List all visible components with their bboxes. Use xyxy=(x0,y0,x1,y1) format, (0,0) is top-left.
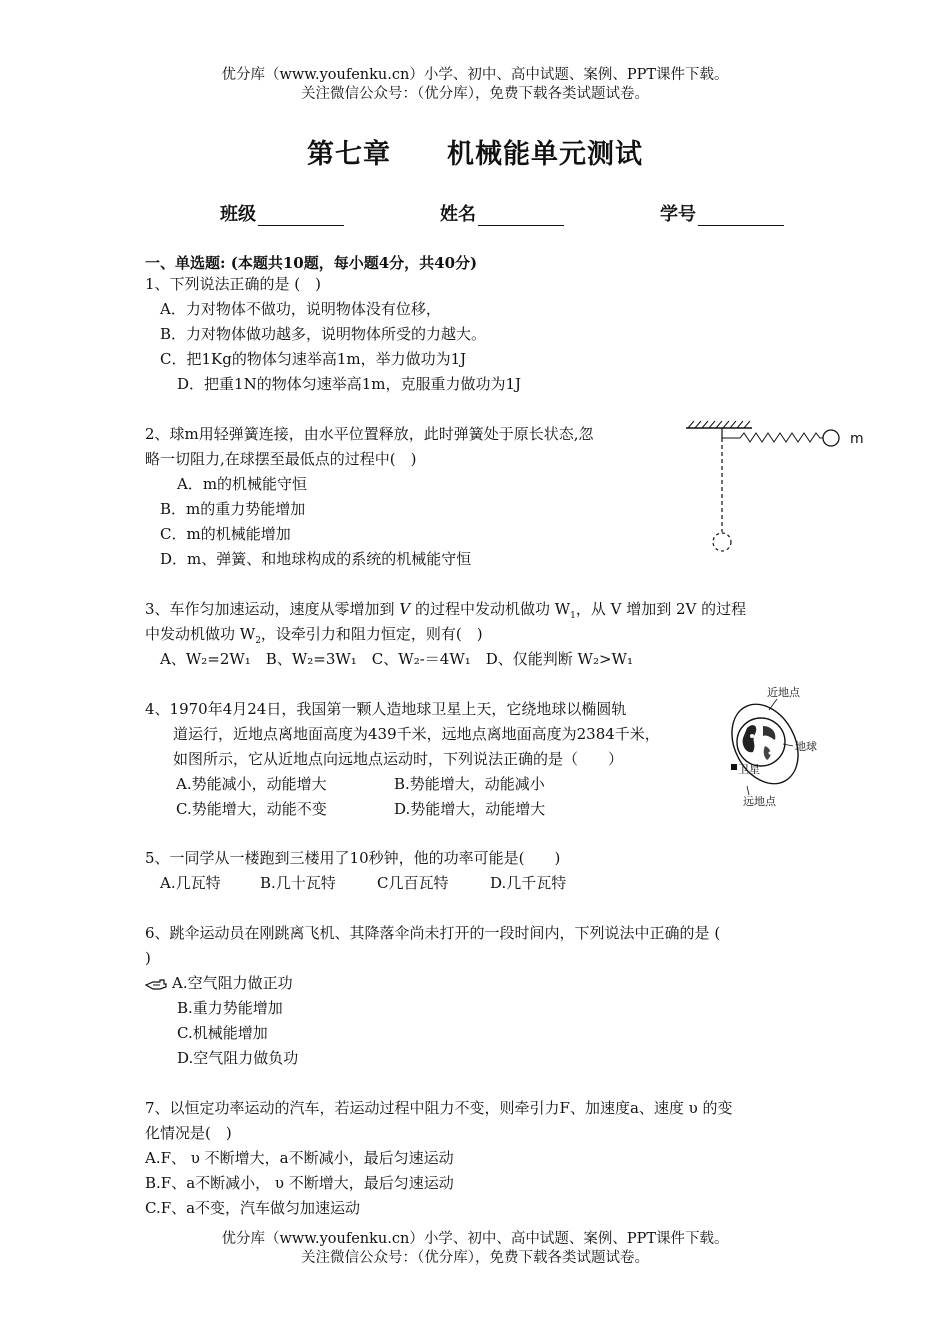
class-label: 班级 xyxy=(220,204,256,225)
q3-w2-subscript: 2 xyxy=(255,636,261,646)
q4-option-d: D.势能增大，动能增大 xyxy=(394,800,546,818)
satellite-orbit-figure xyxy=(725,682,835,810)
satellite-label: 卫星 xyxy=(738,763,760,776)
q4-stem-line-2: 道运行，近地点离地面高度为439千米，远地点离地面高度为2384千米， xyxy=(173,725,660,743)
class-field xyxy=(220,200,344,226)
q3-w1-subscript: 1 xyxy=(570,611,576,621)
q2-option-c: C．m的机械能增加 xyxy=(160,525,291,543)
id-label: 学号 xyxy=(660,204,696,225)
q7-option-a: A.F、 υ 不断增大，a不断减小，最后匀速运动 xyxy=(145,1149,454,1167)
footer-line-2: 关注微信公众号：（优分库），免费下载各类试题试卷。 xyxy=(301,1250,649,1266)
spring-pendulum-figure xyxy=(680,418,870,558)
q4-option-b: B.势能增大，动能减小 xyxy=(394,775,545,793)
q1-option-d: D．把重1N的物体匀速举高1m，克服重力做功为1J xyxy=(177,375,522,393)
id-blank xyxy=(698,207,784,226)
q2-option-a: A．m的机械能守恒 xyxy=(177,475,308,493)
q2-option-b: B．m的重力势能增加 xyxy=(160,500,306,518)
name-field xyxy=(440,200,564,226)
earth-label: 地球 xyxy=(795,740,817,753)
q6-option-d: D.空气阻力做负功 xyxy=(177,1049,299,1067)
q6-option-b: B.重力势能增加 xyxy=(177,999,283,1017)
name-blank xyxy=(478,207,564,226)
class-blank xyxy=(258,207,344,226)
ball-label: m xyxy=(850,431,864,447)
q2-option-d: D．m、弹簧、和地球构成的系统的机械能守恒 xyxy=(160,550,472,568)
q5-stem: 5、一同学从一楼跑到三楼用了10秒钟，他的功率可能是( ) xyxy=(145,849,561,867)
q3-v-symbol: V xyxy=(399,600,411,618)
apogee-label: 远地点 xyxy=(743,795,776,808)
q7-stem-line-1: 7、以恒定功率运动的汽车，若运动过程中阻力不变，则牵引力F、加速度a、速度 υ 的变 xyxy=(145,1099,733,1117)
q5-option-a: A.几瓦特 xyxy=(160,874,221,892)
section-heading: 一、单选题: (本题共10题，每小题4分，共40分) xyxy=(145,254,478,272)
perigee-label: 近地点 xyxy=(767,686,800,699)
q5-option-d: D.几千瓦特 xyxy=(490,874,567,892)
q3-stem-part-a: 3、车作匀加速运动，速度从零增加到 xyxy=(145,600,395,618)
q3-options: A、W₂=2W₁ B、W₂=3W₁ C、W₂-＝4W₁ D、仅能判断 W₂>W₁ xyxy=(160,650,633,668)
q4-stem-line-1: 4、1970年4月24日，我国第一颗人造地球卫星上天，它绕地球以椭圆轨 xyxy=(145,700,627,718)
q3-stem-part-b: 的过程中发动机做功 W xyxy=(414,600,571,618)
q4-stem-line-3: 如图所示，它从近地点向远地点运动时，下列说法正确的是（ ） xyxy=(173,750,624,768)
footer-line-1: 优分库（www.youfenku.cn）小学、初中、高中试题、案例、PPT课件下载。 xyxy=(221,1231,729,1247)
q7-stem-line-2: 化情况是( ) xyxy=(145,1124,232,1142)
header-line-2: 关注微信公众号：（优分库），免费下载各类试题试卷。 xyxy=(301,86,649,102)
q6-option-c: C.机械能增加 xyxy=(177,1024,268,1042)
header-line-1: 优分库（www.youfenku.cn）小学、初中、高中试题、案例、PPT课件下载。 xyxy=(221,67,729,83)
q7-option-b: B.F、a不断减小， υ 不断增大，最后匀速运动 xyxy=(145,1174,454,1192)
q6-option-a: A.空气阻力做正功 xyxy=(172,974,293,992)
page-title: 第七章 机械能单元测试 xyxy=(307,139,643,170)
q5-option-b: B.几十瓦特 xyxy=(260,874,336,892)
q1-option-b: B．力对物体做功越多，说明物体所受的力越大。 xyxy=(160,325,487,343)
q1-option-a: A．力对物体不做功，说明物体没有位移， xyxy=(160,300,441,318)
q4-option-c: C.势能增大，动能不变 xyxy=(176,800,327,818)
q7-option-c: C.F、a不变，汽车做匀加速运动 xyxy=(145,1199,361,1217)
q3-stem-part-c: ，从 V 增加到 2V 的过程 xyxy=(575,600,747,618)
id-field xyxy=(660,200,784,226)
q4-option-a: A.势能减小，动能增大 xyxy=(176,775,327,793)
q1-stem: 1、下列说法正确的是 ( ) xyxy=(145,275,322,293)
name-label: 姓名 xyxy=(440,204,476,225)
q2-stem-line-1: 2、球m用轻弹簧连接，由水平位置释放，此时弹簧处于原长状态,忽 xyxy=(145,425,594,443)
q6-stem-line-1: 6、跳伞运动员在刚跳离飞机、其降落伞尚未打开的一段时间内，下列说法中正确的是 ( xyxy=(145,924,721,942)
hand-pointer-icon xyxy=(145,976,167,992)
q6-stem-line-2: ) xyxy=(145,949,151,967)
q2-stem-line-2: 略一切阻力,在球摆至最低点的过程中( ) xyxy=(145,450,417,468)
q1-option-c: C．把1Kg的物体匀速举高1m，举力做功为1J xyxy=(160,350,467,368)
q3-stem2-part-a: 中发动机做功 W xyxy=(145,625,256,643)
q3-stem2-part-b: ，设牵引力和阻力恒定，则有( ) xyxy=(260,625,483,643)
q5-option-c: C几百瓦特 xyxy=(377,874,449,892)
